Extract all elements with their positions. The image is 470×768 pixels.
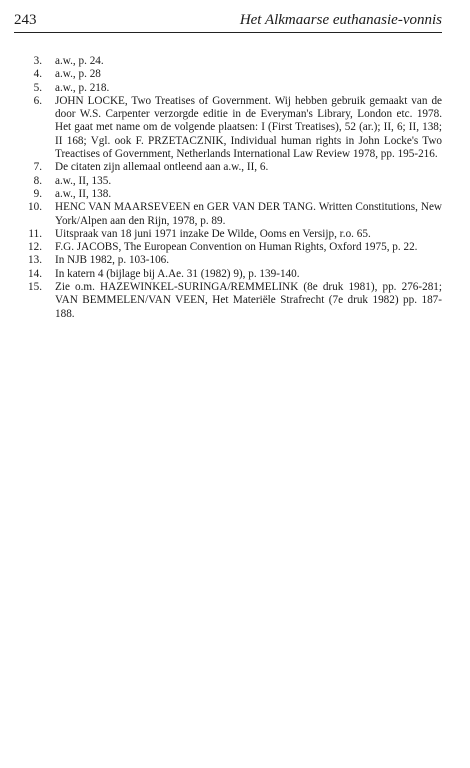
footnote-text: Zie o.m. HAZEWINKEL-SURINGA/REMMELINK (8e druk 1981), pp. 276-281; VAN BEMMELEN/VAN VEEN, Het Materiële Strafrecht (7e druk 1982) pp. 187-188. — [55, 281, 442, 320]
footnote-text: HENC VAN MAARSEVEEN en GER VAN DER TANG. Written Constitutions, New York/Alpen aan den Rijn, 1978, p. 89. — [55, 201, 442, 227]
footnotes-list — [14, 55, 442, 321]
footnote-number: 10. — [28, 201, 42, 214]
header-rule — [14, 32, 442, 33]
footnote — [14, 188, 442, 201]
footnote-text: a.w., II, 138. — [55, 187, 112, 200]
footnote-text: F.G. JACOBS, The European Convention on Human Rights, Oxford 1975, p. 22. — [55, 241, 418, 254]
footnote-text: JOHN LOCKE, Two Treatises of Government. Wij hebben gebruik gemaakt van de door W.S. Carpenter verzorgde editie in de Everyman's Library, London etc. 1978. Het gaat met name om de volgende plaatsen: I (First Treatises), 52 (ar.); II, 6; II, 138; II 168; Vgl. ook F. PRZETACZNIK, Individual human rights in John Locke's Two Treactises of Government, Netherlands International Law Review 1978, pp. 195-216. — [55, 94, 442, 161]
footnote-text: In katern 4 (bijlage bij A.Ae. 31 (1982) 9), p. 139-140. — [55, 267, 300, 280]
footnote — [14, 241, 442, 254]
footnote-number: 14. — [28, 267, 42, 280]
footnote-number: 4. — [33, 68, 42, 81]
footnote-text: a.w., p. 24. — [55, 55, 104, 67]
footnote — [14, 254, 442, 267]
footnote — [14, 175, 442, 188]
footnote-number: 8. — [33, 174, 42, 187]
footnote-number: 13. — [28, 254, 42, 267]
footnote-number: 15. — [28, 281, 42, 294]
page-header — [14, 10, 442, 34]
footnote — [14, 268, 442, 281]
footnote — [14, 55, 442, 68]
footnote-text: De citaten zijn allemaal ontleend aan a.w., II, 6. — [55, 161, 269, 174]
footnote-number: 9. — [33, 187, 42, 200]
footnote-number: 6. — [33, 94, 42, 107]
footnote — [14, 161, 442, 174]
footnote-number: 3. — [33, 55, 42, 67]
footnote-text: a.w., p. 218. — [55, 81, 110, 94]
footnote — [14, 95, 442, 161]
footnote-number: 7. — [33, 161, 42, 174]
footnote — [14, 68, 442, 81]
footnote — [14, 82, 442, 95]
footnote-text: In NJB 1982, p. 103-106. — [55, 254, 170, 267]
footnote-number: 12. — [28, 241, 42, 254]
footnote-text: a.w., II, 135. — [55, 174, 112, 187]
footnote — [14, 201, 442, 228]
footnote-number: 5. — [33, 81, 42, 94]
page-number: 243 — [14, 12, 37, 28]
footnote-text: Uitspraak van 18 juni 1971 inzake De Wilde, Ooms en Versijp, r.o. 65. — [55, 227, 371, 240]
footnote — [14, 228, 442, 241]
footnote-text: a.w., p. 28 — [55, 68, 101, 81]
running-title: Het Alkmaarse euthanasie-vonnis — [239, 12, 442, 28]
footnote — [14, 281, 442, 321]
footnote-number: 11. — [28, 227, 42, 240]
